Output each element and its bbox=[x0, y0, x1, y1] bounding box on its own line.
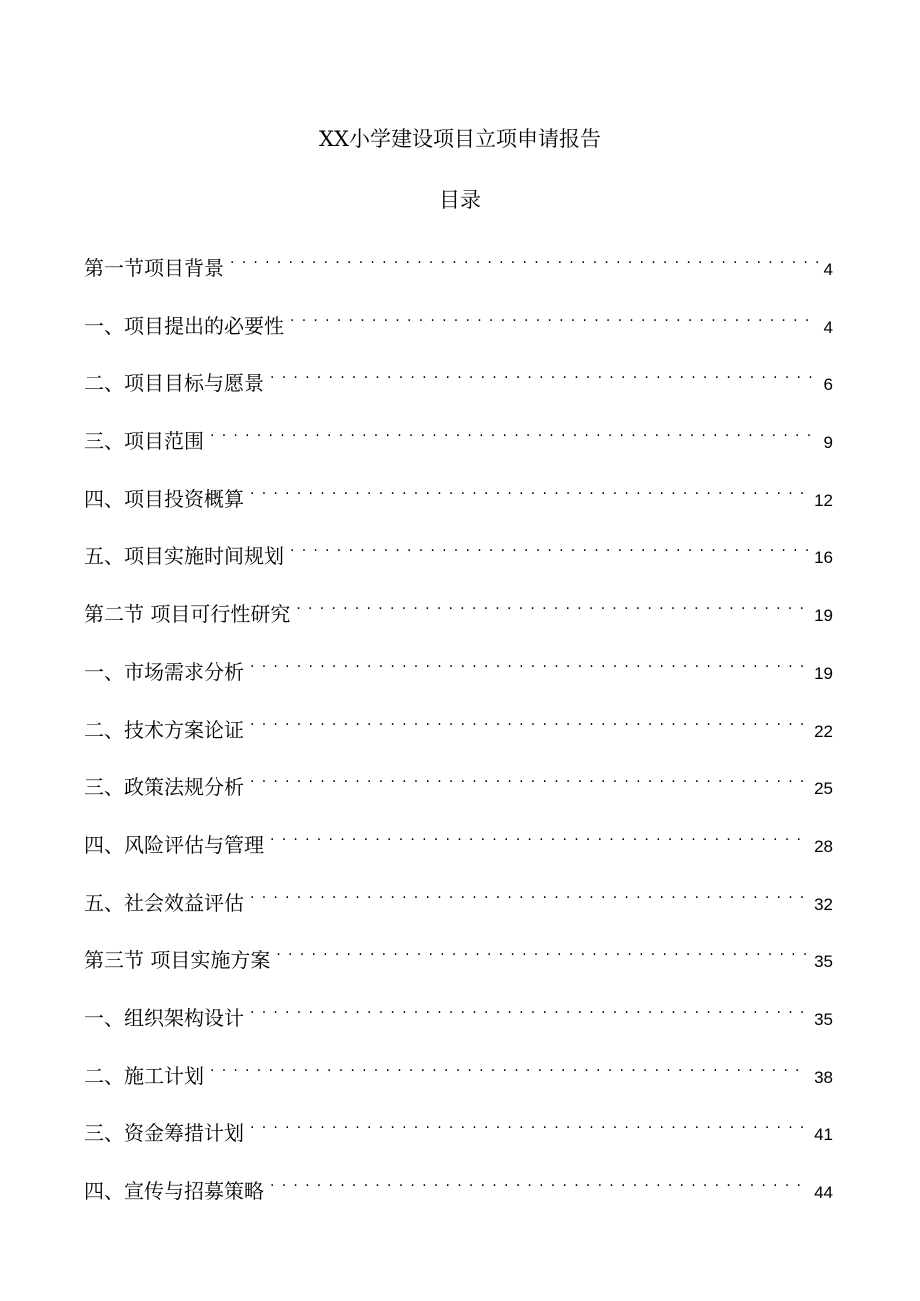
toc-leader-dots bbox=[270, 358, 818, 390]
toc-leader-dots bbox=[250, 878, 808, 910]
toc-entry-page: 19 bbox=[814, 606, 833, 626]
toc-entry-page: 4 bbox=[823, 317, 833, 337]
toc-entry-page: 38 bbox=[814, 1067, 833, 1087]
toc-entry[interactable] bbox=[84, 531, 833, 589]
toc-entry-text: 三、政策法规分析 bbox=[84, 775, 244, 800]
toc-entry-text: 二、项目目标与愿景 bbox=[84, 371, 264, 396]
toc-entry[interactable] bbox=[84, 705, 833, 763]
toc-entry-page: 35 bbox=[814, 952, 833, 972]
toc-leader-dots bbox=[296, 589, 808, 621]
toc-entry-page: 32 bbox=[814, 894, 833, 914]
toc-entry-text: 第一节项目背景 bbox=[84, 256, 224, 280]
toc-leader-dots bbox=[290, 301, 818, 333]
toc-entry-page: 12 bbox=[814, 490, 833, 510]
toc-entry-text: 第三节 项目实施方案 bbox=[84, 948, 271, 973]
toc-entry-text: 五、项目实施时间规划 bbox=[84, 544, 284, 569]
toc-entry-text: 一、市场需求分析 bbox=[84, 659, 244, 684]
toc-entry[interactable] bbox=[84, 820, 833, 878]
toc-leader-dots bbox=[290, 531, 808, 563]
toc-entry-text: 一、项目提出的必要性 bbox=[84, 313, 284, 338]
toc-entry-page: 35 bbox=[814, 1009, 833, 1029]
toc-entry-page: 4 bbox=[823, 260, 833, 279]
table-of-contents bbox=[84, 243, 833, 1224]
toc-entry[interactable] bbox=[84, 1108, 833, 1166]
toc-entry[interactable] bbox=[84, 589, 833, 647]
toc-entry-page: 44 bbox=[814, 1183, 833, 1202]
toc-leader-dots bbox=[210, 416, 818, 448]
toc-entry-text: 四、项目投资概算 bbox=[84, 486, 244, 511]
toc-entry[interactable] bbox=[84, 762, 833, 820]
toc-entry[interactable] bbox=[84, 243, 833, 301]
toc-leader-dots bbox=[250, 1108, 808, 1140]
toc-entry[interactable] bbox=[84, 1051, 833, 1109]
toc-entry-text: 三、项目范围 bbox=[84, 429, 204, 454]
toc-entry[interactable] bbox=[84, 416, 833, 474]
toc-leader-dots bbox=[276, 935, 808, 967]
toc-entry-page: 6 bbox=[823, 375, 833, 395]
toc-entry[interactable] bbox=[84, 474, 833, 532]
toc-entry-page: 9 bbox=[823, 433, 833, 453]
toc-entry-text: 四、宣传与招募策略 bbox=[84, 1179, 264, 1203]
toc-entry[interactable] bbox=[84, 358, 833, 416]
toc-entry[interactable] bbox=[84, 301, 833, 359]
toc-heading: 目录 bbox=[439, 188, 481, 212]
toc-entry[interactable] bbox=[84, 647, 833, 705]
toc-leader-dots bbox=[270, 1166, 808, 1198]
toc-entry[interactable] bbox=[84, 935, 833, 993]
toc-entry-text: 一、组织架构设计 bbox=[84, 1005, 244, 1030]
toc-entry[interactable] bbox=[84, 1166, 833, 1224]
toc-entry[interactable] bbox=[84, 878, 833, 936]
toc-leader-dots bbox=[250, 762, 808, 794]
toc-entry-page: 22 bbox=[814, 721, 833, 741]
toc-entry-page: 28 bbox=[814, 836, 833, 856]
toc-entry-text: 二、施工计划 bbox=[84, 1063, 204, 1088]
toc-leader-dots bbox=[250, 647, 808, 679]
toc-entry[interactable] bbox=[84, 993, 833, 1051]
toc-entry-page: 41 bbox=[814, 1125, 833, 1145]
toc-leader-dots bbox=[230, 243, 818, 275]
toc-entry-text: 三、资金筹措计划 bbox=[84, 1121, 244, 1146]
toc-entry-text: 第二节 项目可行性研究 bbox=[84, 602, 291, 627]
toc-leader-dots bbox=[250, 993, 808, 1025]
toc-entry-text: 四、风险评估与管理 bbox=[84, 832, 264, 857]
toc-entry-text: 五、社会效益评估 bbox=[84, 890, 244, 915]
toc-leader-dots bbox=[250, 474, 808, 506]
toc-leader-dots bbox=[270, 820, 808, 852]
document-title: XX小学建设项目立项申请报告 bbox=[319, 127, 601, 151]
toc-entry-page: 25 bbox=[814, 779, 833, 799]
toc-leader-dots bbox=[250, 705, 808, 737]
toc-entry-text: 二、技术方案论证 bbox=[84, 717, 244, 742]
toc-entry-page: 19 bbox=[814, 663, 833, 683]
toc-entry-page: 16 bbox=[814, 548, 833, 568]
toc-leader-dots bbox=[210, 1051, 808, 1083]
